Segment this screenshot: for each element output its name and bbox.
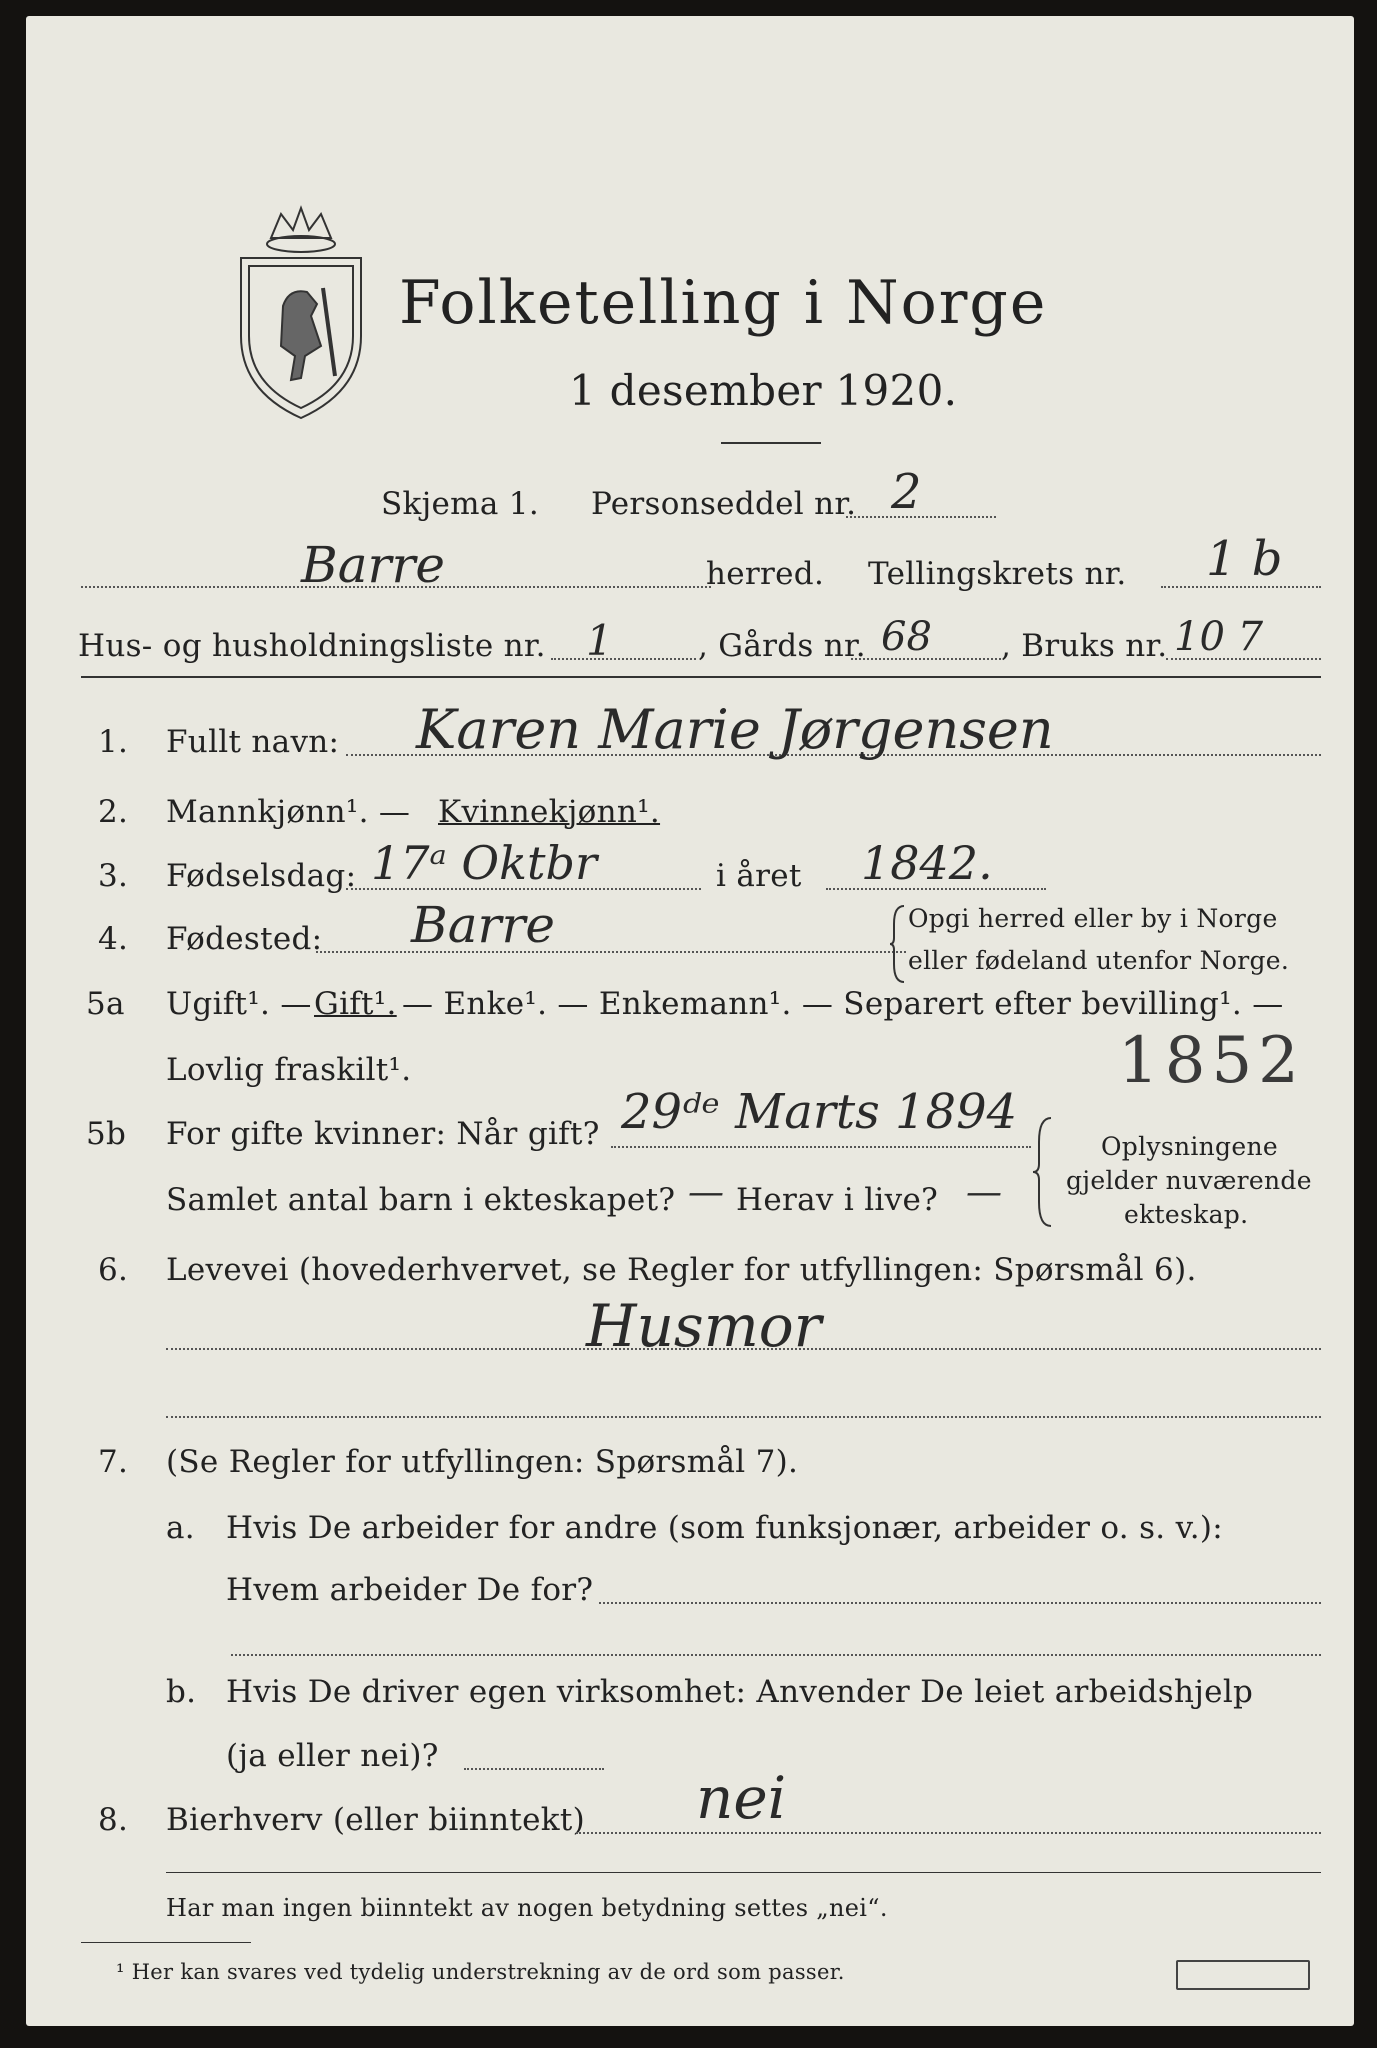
q6-line2 xyxy=(166,1416,1321,1418)
q7-number: 7. xyxy=(98,1444,129,1480)
bruks-value[interactable]: 10 7 xyxy=(1174,614,1264,660)
q5a-rest: — Enke¹. — Enkemann¹. — Separert efter bevilling¹. — xyxy=(402,986,1284,1022)
q7a-answer-line1[interactable] xyxy=(599,1602,1321,1604)
husliste-value[interactable]: 1 xyxy=(586,616,613,665)
census-date: 1 desember 1920. xyxy=(569,366,958,415)
q3-number: 3. xyxy=(98,858,129,894)
tellingskrets-label: Tellingskrets nr. xyxy=(868,556,1127,592)
q7b-letter: b. xyxy=(166,1674,197,1710)
q5b-children-label: Samlet antal barn i ekteskapet? xyxy=(166,1182,676,1218)
q5b-number: 5b xyxy=(86,1116,127,1152)
q7b-line2: (ja eller nei)? xyxy=(226,1738,439,1774)
q6-line1 xyxy=(166,1348,1321,1350)
q5b-label: For gifte kvinner: Når gift? xyxy=(166,1116,600,1152)
husliste-label: Hus- og husholdningsliste nr. xyxy=(78,628,546,664)
q2-male: Mannkjønn¹. — xyxy=(166,794,411,830)
q2-number: 2. xyxy=(98,794,129,830)
q5a-number: 5a xyxy=(86,986,125,1022)
q8-value[interactable]: nei xyxy=(696,1764,787,1832)
q8-label: Bierhverv (eller biinntekt) xyxy=(166,1802,586,1838)
q3-year-value[interactable]: 1842. xyxy=(861,836,993,890)
q8-line xyxy=(576,1832,1321,1834)
q5a-ugift: Ugift¹. — xyxy=(166,986,312,1022)
gards-value[interactable]: 68 xyxy=(881,614,932,660)
q4-note-bracket-icon xyxy=(888,904,908,984)
q5b-married-value[interactable]: 29ᵈᵉ Marts 1894 xyxy=(621,1084,1018,1140)
q3-day-value[interactable]: 17ᵃ Oktbr xyxy=(371,836,597,890)
q3-label: Fødselsdag: xyxy=(166,858,357,894)
q4-note-line1: Opgi herred eller by i Norge xyxy=(908,904,1278,933)
q7-label: (Se Regler for utfyllingen: Spørsmål 7). xyxy=(166,1444,799,1480)
q4-number: 4. xyxy=(98,921,129,957)
q4-value[interactable]: Barre xyxy=(411,896,555,954)
q7a-line2: Hvem arbeider De for? xyxy=(226,1572,594,1608)
q5b-note-bracket-icon xyxy=(1031,1116,1055,1228)
q5b-married-line xyxy=(611,1146,1031,1148)
q6-label: Levevei (hovederhvervet, se Regler for utfyllingen: Spørsmål 6). xyxy=(166,1252,1197,1288)
personseddel-value[interactable]: 2 xyxy=(891,464,922,520)
q7a-answer-line2[interactable] xyxy=(231,1654,1321,1656)
form-title: Folketelling i Norge xyxy=(399,268,1048,338)
q5b-note-line1: Oplysningene xyxy=(1101,1132,1278,1161)
nei-note: Har man ingen biinntekt av nogen betydning settes „nei“. xyxy=(166,1894,888,1922)
q7b-line1: Hvis De driver egen virksomhet: Anvender De leiet arbeidshjelp xyxy=(226,1674,1254,1710)
q4-note-line2: eller fødeland utenfor Norge. xyxy=(908,946,1290,975)
norway-coat-of-arms-icon xyxy=(231,196,371,426)
q8-number: 8. xyxy=(98,1802,129,1838)
q5a-margin-note: 1852 xyxy=(1118,1024,1305,1098)
q4-line xyxy=(316,951,906,953)
q5b-note-line3: ekteskap. xyxy=(1124,1200,1249,1229)
q7a-line1: Hvis De arbeider for andre (som funksjonær, arbeider o. s. v.): xyxy=(226,1510,1224,1546)
q3-year-label: i året xyxy=(716,858,802,894)
q7a-letter: a. xyxy=(166,1510,195,1546)
q4-label: Fødested: xyxy=(166,921,323,957)
bruks-label: , Bruks nr. xyxy=(1001,628,1168,664)
q7b-answer-line[interactable] xyxy=(464,1768,604,1770)
skjema-label: Skjema 1. xyxy=(381,486,539,522)
footnote: ¹ Her kan svares ved tydelig understrekning av de ord som passer. xyxy=(116,1960,845,1984)
q6-value[interactable]: Husmor xyxy=(586,1292,822,1360)
q1-label: Fullt navn: xyxy=(166,724,340,760)
title-divider xyxy=(721,442,821,444)
q1-number: 1. xyxy=(98,724,129,760)
q1-value[interactable]: Karen Marie Jørgensen xyxy=(416,698,1054,761)
q5b-alive-label: Herav i live? xyxy=(736,1182,939,1218)
tellingskrets-value[interactable]: 1 b xyxy=(1206,531,1283,587)
q6-number: 6. xyxy=(98,1252,129,1288)
q5b-children-value[interactable]: — xyxy=(688,1172,724,1213)
gards-label: , Gårds nr. xyxy=(698,628,866,664)
printer-stamp xyxy=(1176,1960,1310,1990)
herred-label: herred. xyxy=(706,556,825,592)
herred-value[interactable]: Barre xyxy=(301,536,445,594)
census-form xyxy=(26,16,1354,2026)
personseddel-label: Personseddel nr. xyxy=(591,486,857,522)
q5a-line2: Lovlig fraskilt¹. xyxy=(166,1052,412,1088)
header-divider xyxy=(81,676,1321,678)
q5b-alive-value[interactable]: — xyxy=(966,1172,1002,1213)
q5a-gift-underlined[interactable]: Gift¹. xyxy=(314,986,397,1022)
footnote-divider xyxy=(81,1942,251,1943)
bottom-divider xyxy=(166,1872,1321,1873)
husliste-line xyxy=(551,658,696,660)
q5b-note-line2: gjelder nuværende xyxy=(1066,1166,1312,1195)
q2-female-underlined[interactable]: Kvinnekjønn¹. xyxy=(438,794,661,830)
